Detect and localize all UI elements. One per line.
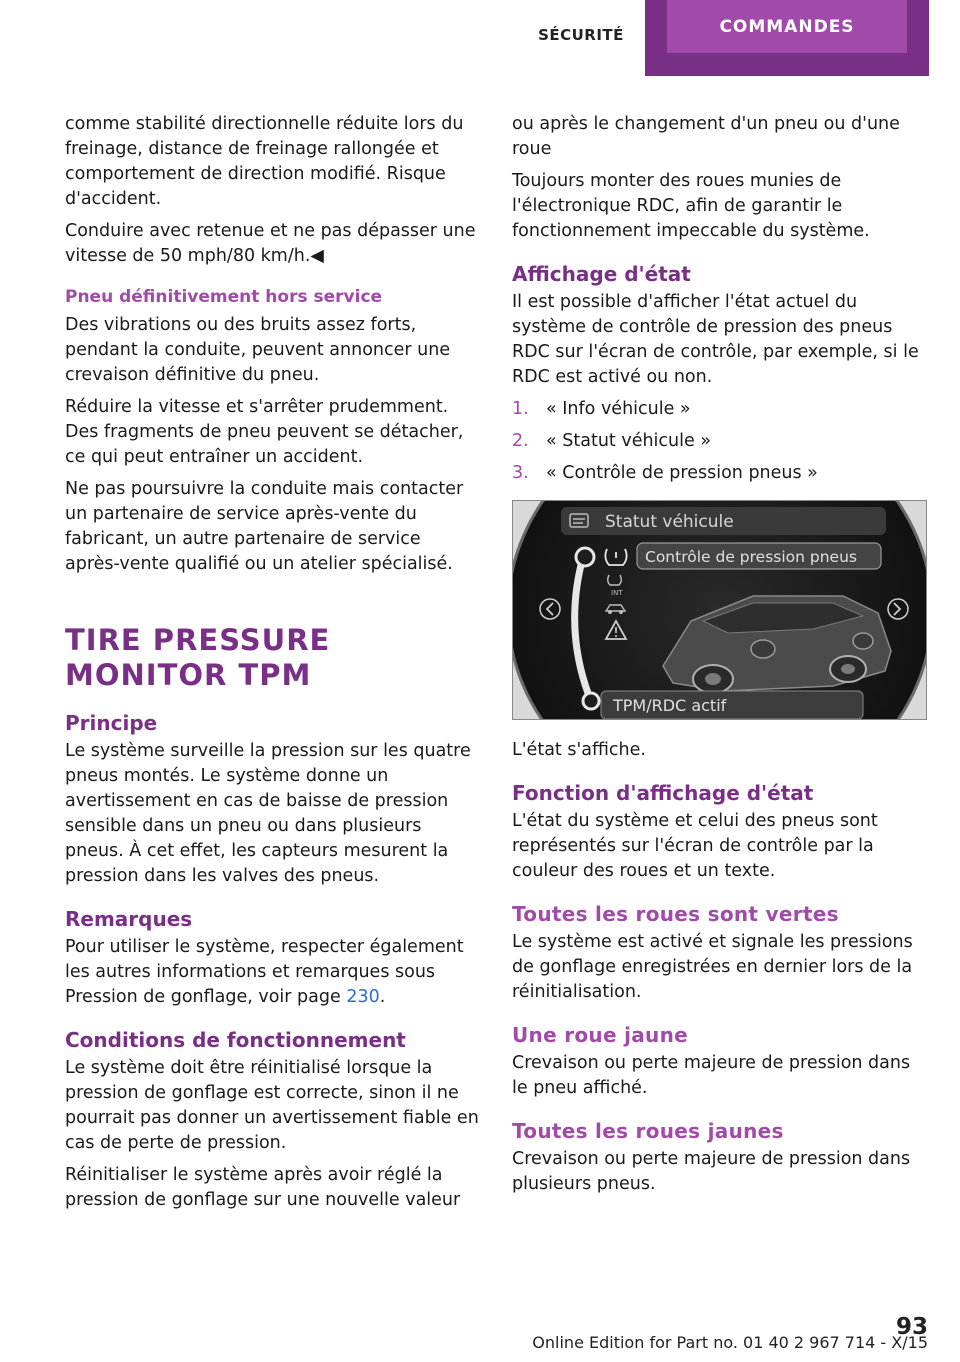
heading-conditions: Conditions de fonctionnement bbox=[65, 1028, 406, 1052]
conditions-paragraph-1: Le système doit être réinitialisé lorsque la pression de gonflage est correcte, sinon il ne pourrait pas donner un avertissement fiable en cas de perte de pression. bbox=[65, 1058, 479, 1153]
after-figure-paragraph: L'état s'affiche. bbox=[512, 740, 646, 760]
remarques-period: . bbox=[379, 987, 386, 1007]
continuation-paragraph-2: Toujours monter des roues munies de l'électronique RDC, afin de garantir le fonctionnement impeccable du système. bbox=[512, 171, 870, 241]
page-number: 93 bbox=[895, 1314, 928, 1340]
defect-paragraph-1: Des vibrations ou des bruits assez forts, pendant la conduite, peuvent annoncer une crevaison définitive du pneu. bbox=[65, 315, 451, 385]
step-number: 2. bbox=[512, 431, 529, 451]
heading-remarques: Remarques bbox=[65, 907, 193, 931]
tab-securite[interactable]: SÉCURITÉ bbox=[538, 26, 624, 44]
step-text: « Statut véhicule » bbox=[546, 431, 712, 451]
control-display-graphic bbox=[513, 501, 927, 720]
selector-knob-bottom bbox=[583, 693, 599, 709]
jaune-paragraph: Crevaison ou perte majeure de pression dans le pneu affiché. bbox=[512, 1053, 911, 1098]
control-display-screenshot bbox=[512, 500, 927, 720]
list-item bbox=[512, 461, 930, 486]
conditions-paragraph-2: Réinitialiser le système après avoir réglé la pression de gonflage sur une nouvelle valeur bbox=[65, 1165, 461, 1210]
edition-footer: Online Edition for Part no. 01 40 2 967 714 - X/15 bbox=[532, 1333, 928, 1352]
heading-affichage: Affichage d'état bbox=[512, 262, 691, 286]
list-item bbox=[512, 397, 930, 422]
heading-pneu-hors-service: Pneu définitivement hors service bbox=[65, 287, 383, 307]
heading-une-roue-jaune: Une roue jaune bbox=[512, 1023, 688, 1047]
principe-paragraph: Le système surveille la pression sur les quatre pneus montés. Le système donne un avertissement en cas de baisse de pression sensible dans un pneu ou dans plusieurs pneus. À cet effet, les capteurs mesurent la pression dans les valves des pneus. bbox=[65, 741, 471, 886]
svg-text:INT: INT bbox=[611, 589, 623, 597]
step-number: 1. bbox=[512, 399, 529, 419]
page-230-link[interactable]: 230 bbox=[346, 987, 380, 1007]
vertes-paragraph: Le système est activé et signale les pressions de gonflage enregistrées en dernier lors de la réinitialisation. bbox=[512, 932, 913, 1002]
jaunes-paragraph: Crevaison ou perte majeure de pression dans plusieurs pneus. bbox=[512, 1149, 911, 1194]
heading-principe: Principe bbox=[65, 711, 158, 735]
left-column bbox=[65, 112, 481, 1220]
remarques-text: Pour utiliser le système, respecter également les autres informations et remarques sous Pression de gonflage, voir page bbox=[65, 937, 464, 1007]
heading-tpm: TIRE PRESSURE MONITOR TPM bbox=[65, 623, 331, 692]
steps-list bbox=[512, 397, 930, 486]
remarques-paragraph bbox=[65, 935, 481, 1010]
continuation-paragraph-1: ou après le changement d'un pneu ou d'une roue bbox=[512, 114, 900, 159]
heading-roues-jaunes: Toutes les roues jaunes bbox=[512, 1119, 784, 1143]
intro-paragraph-2: Conduire avec retenue et ne pas dépasser une vitesse de 50 mph/80 km/h.◀ bbox=[65, 221, 476, 266]
defect-paragraph-3: Ne pas poursuivre la conduite mais contacter un partenaire de service après-vente du fabricant, un autre partenaire de service après-vente qualifié ou un atelier spécialisé. bbox=[65, 479, 464, 574]
heading-fonction: Fonction d'affichage d'état bbox=[512, 781, 814, 805]
tab-commandes-label: COMMANDES bbox=[667, 0, 907, 53]
list-item bbox=[512, 429, 930, 454]
screen-title: Statut véhicule bbox=[605, 512, 734, 532]
intro-paragraph-1: comme stabilité directionnelle réduite lors du freinage, distance de freinage rallongée et comportement de direction modifié. Risque d'accident. bbox=[65, 114, 464, 209]
selector-knob-top bbox=[576, 548, 594, 566]
fonction-paragraph: L'état du système et celui des pneus sont représentés sur l'écran de contrôle par la couleur des roues et un texte. bbox=[512, 811, 878, 881]
tab-commandes[interactable] bbox=[645, 0, 929, 76]
defect-paragraph-2: Réduire la vitesse et s'arrêter prudemment. Des fragments de pneu peuvent se détacher, ce qui peut entraîner un accident. bbox=[65, 397, 464, 467]
heading-roues-vertes: Toutes les roues sont vertes bbox=[512, 902, 839, 926]
screen-selected-item[interactable]: Contrôle de pression pneus bbox=[645, 548, 857, 566]
screen-status: TPM/RDC actif bbox=[613, 696, 727, 715]
step-number: 3. bbox=[512, 463, 529, 483]
right-column bbox=[512, 112, 930, 1204]
step-text: « Info véhicule » bbox=[546, 399, 691, 419]
affichage-paragraph: Il est possible d'afficher l'état actuel du système de contrôle de pression des pneus RDC sur l'écran de contrôle, par exemple, si le RDC est activé ou non. bbox=[512, 292, 919, 387]
step-text: « Contrôle de pression pneus » bbox=[546, 463, 818, 483]
